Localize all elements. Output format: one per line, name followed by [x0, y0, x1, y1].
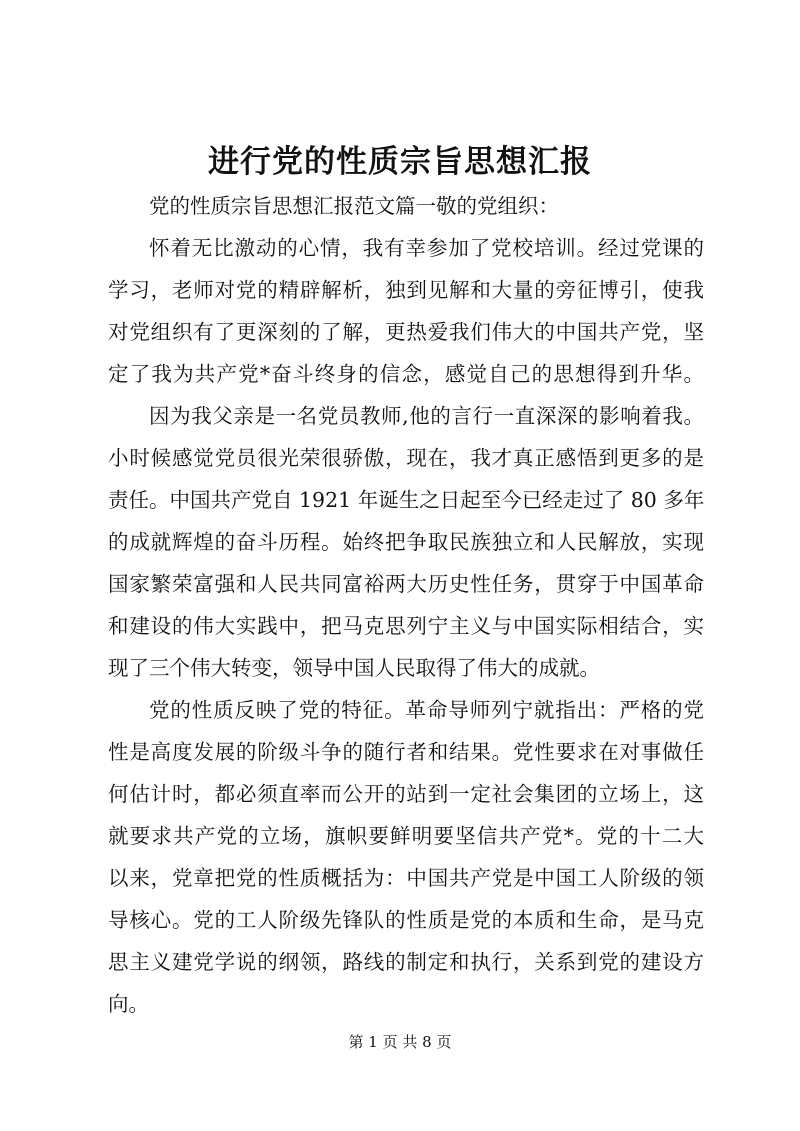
paragraph-line: 党的性质反映了党的特征。革命导师列宁就指出：严格的党: [149, 698, 704, 722]
paragraph-line: 就要求共产党的立场，旗帜要鲜明要坚信共产党*。党的十二大: [108, 824, 704, 848]
paragraph-line: 和建设的伟大实践中，把马克思列宁主义与中国实际相结合，实: [108, 614, 704, 638]
document-body: [108, 185, 704, 1025]
paragraph-line: 小时候感觉党员很光荣很骄傲，现在，我才真正感悟到更多的是: [108, 446, 704, 470]
paragraph-line: 何估计时，都必须直率而公开的站到一定社会集团的立场上，这: [108, 782, 704, 806]
paragraph-line: 责任。中国共产党自 1921 年诞生之日起至今已经走过了 80 多年: [108, 488, 705, 512]
paragraph-line: 导核心。党的工人阶级先锋队的性质是党的本质和生命，是马克: [108, 908, 704, 932]
paragraph-line: 党的性质宗旨思想汇报范文篇一敬的党组织：: [149, 194, 559, 218]
paragraph-line: 以来，党章把党的性质概括为：中国共产党是中国工人阶级的领: [108, 866, 704, 890]
paragraph-line: 现了三个伟大转变，领导中国人民取得了伟大的成就。: [108, 656, 600, 680]
document-title: 进行党的性质宗旨思想汇报: [208, 144, 592, 180]
paragraph-line: 定了我为共产党*奋斗终身的信念，感觉自己的思想得到升华。: [108, 362, 704, 386]
paragraph-line: 因为我父亲是一名党员教师,他的言行一直深深的影响着我。: [149, 404, 704, 428]
paragraph-line: 思主义建党学说的纲领，路线的制定和执行，关系到党的建设方: [108, 950, 704, 974]
page-number-footer: 第 1 页 共 8 页: [348, 1033, 452, 1051]
paragraph-line: 学习，老师对党的精辟解析，独到见解和大量的旁征博引，使我: [108, 278, 704, 302]
paragraph-line: 向。: [108, 992, 149, 1016]
paragraph-line: 的成就辉煌的奋斗历程。始终把争取民族独立和人民解放，实现: [108, 530, 704, 554]
paragraph-line: 国家繁荣富强和人民共同富裕两大历史性任务，贯穿于中国革命: [108, 572, 704, 596]
paragraph-line: 怀着无比激动的心情，我有幸参加了党校培训。经过党课的: [149, 236, 704, 260]
paragraph-line: 性是高度发展的阶级斗争的随行者和结果。党性要求在对事做任: [108, 740, 704, 764]
paragraph-line: 对党组织有了更深刻的了解，更热爱我们伟大的中国共产党，坚: [108, 320, 704, 344]
